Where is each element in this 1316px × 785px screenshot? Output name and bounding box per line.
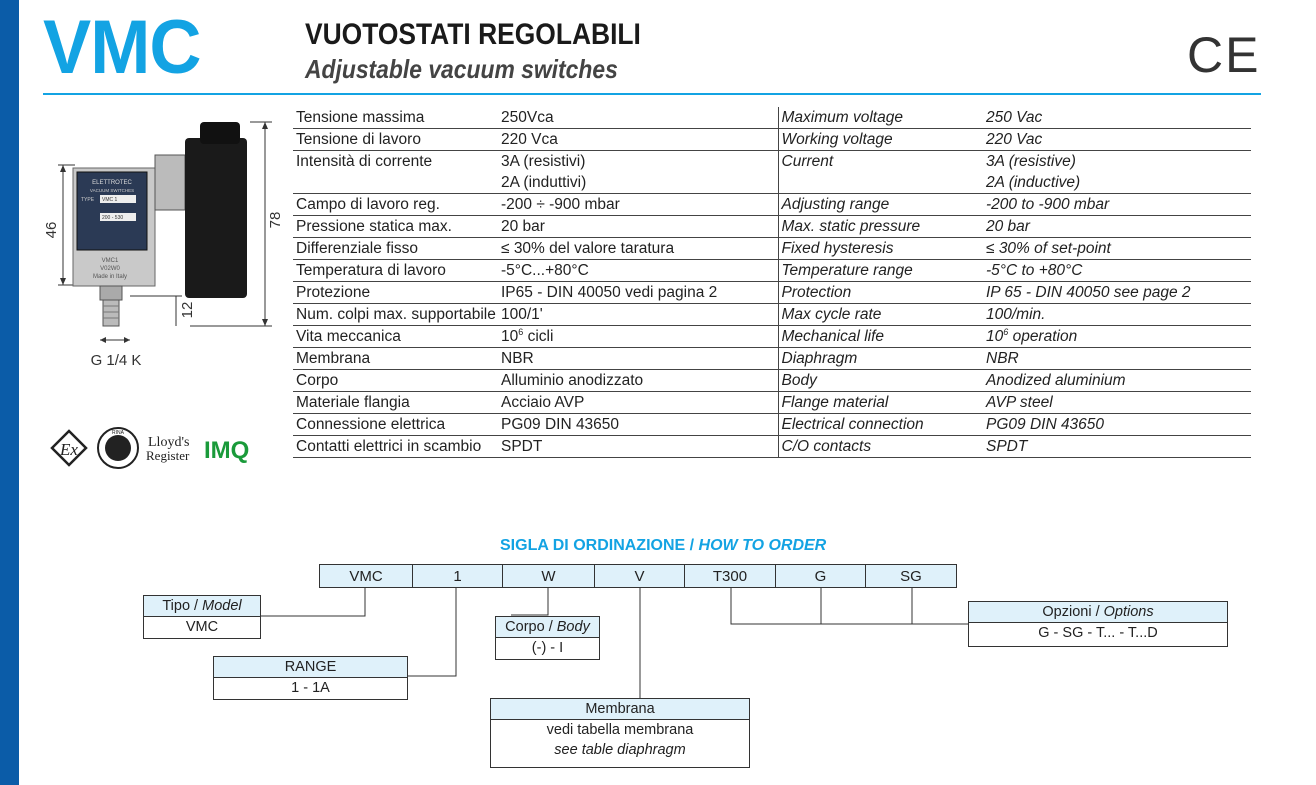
spec-label-en: Body — [778, 370, 983, 392]
dim-12-label: 12 — [179, 301, 196, 319]
spec-value-en: PG09 DIN 43650 — [983, 414, 1251, 436]
spec-label-en: Protection — [778, 282, 983, 304]
range-box: RANGE 1 - 1A — [213, 656, 408, 700]
body-text-1: VMC1 — [101, 258, 119, 264]
spec-label-it: Differenziale fisso — [293, 238, 498, 260]
spec-value-it: 20 bar — [498, 216, 778, 238]
spec-label-it: Protezione — [293, 282, 498, 304]
spec-value-it: Acciaio AVP — [498, 392, 778, 414]
model-box: Tipo / Model VMC — [143, 595, 261, 639]
spec-label-it: Membrana — [293, 348, 498, 370]
code-model: VMC — [319, 564, 413, 588]
spec-label-en: Electrical connection — [778, 414, 983, 436]
product-code-logo: VMC — [43, 5, 201, 90]
code-option-t: T300 — [684, 564, 776, 588]
svg-text:Register: Register — [146, 448, 190, 463]
body-text-2: V02W0 — [100, 266, 120, 272]
spec-value-it: PG09 DIN 43650 — [498, 414, 778, 436]
body-text-3: Made in Italy — [92, 274, 128, 280]
spec-label-en: Mechanical life — [778, 326, 983, 348]
spec-value-en: SPDT — [983, 436, 1251, 458]
spec-value-en: IP 65 - DIN 40050 see page 2 — [983, 282, 1251, 304]
dim-46-label: 46 — [43, 221, 60, 239]
body-box: Corpo / Body (-) - I — [495, 616, 600, 660]
spec-value-it: -5°C...+80°C — [498, 260, 778, 282]
code-option-sg: SG — [865, 564, 957, 588]
spec-label-en: Adjusting range — [778, 194, 983, 216]
spec-label-en: Flange material — [778, 392, 983, 414]
spec-value-en: NBR — [983, 348, 1251, 370]
spec-value-it-2: 2A (induttivi) — [498, 172, 778, 194]
svg-text:Lloyd's: Lloyd's — [148, 435, 190, 450]
spec-label-it: Corpo — [293, 370, 498, 392]
spec-value-it: 3A (resistivi) — [501, 153, 586, 170]
spec-value-en: $10^6$ operation — [983, 326, 1251, 348]
spec-value-it: 250Vca — [498, 107, 778, 129]
code-option-g: G — [775, 564, 866, 588]
svg-text:Ex: Ex — [60, 440, 78, 459]
spec-value-it: $10^6$ cicli — [498, 326, 778, 348]
options-box: Opzioni / Options G - SG - T... - T...D — [968, 601, 1228, 647]
spec-value-it: 220 Vca — [498, 129, 778, 151]
spec-value-it: 100/1' — [498, 304, 778, 326]
spec-value-it: SPDT — [498, 436, 778, 458]
page-subtitle: Adjustable vacuum switches — [305, 54, 618, 84]
thread-label: G 1/4 K — [90, 352, 142, 369]
spec-label-it: Campo di lavoro reg. — [293, 194, 498, 216]
spec-label-en: Temperature range — [778, 260, 983, 282]
spec-label-it: Tensione massima — [293, 107, 498, 129]
code-range: 1 — [412, 564, 503, 588]
spec-value-en: ≤ 30% of set-point — [983, 238, 1251, 260]
spec-value-en: 250 Vac — [983, 107, 1251, 129]
dim-78-label: 78 — [267, 211, 284, 229]
spec-value-it: IP65 - DIN 40050 vedi pagina 2 — [498, 282, 778, 304]
spec-value-en-2: 2A (inductive) — [983, 172, 1251, 194]
spec-label-it: Temperatura di lavoro — [293, 260, 498, 282]
spec-value-en: 3A (resistive) — [986, 153, 1076, 170]
spec-label-it: Contatti elettrici in scambio — [293, 436, 498, 458]
svg-text:RINA: RINA — [112, 430, 124, 436]
spec-value-en: 100/min. — [983, 304, 1251, 326]
diaphragm-box: Membrana vedi tabella membrana see table diaphragm — [490, 698, 750, 768]
ce-mark: CE — [1187, 27, 1261, 83]
spec-label-en: Current — [778, 151, 983, 194]
plate-model: VMC 1 — [102, 197, 118, 203]
spec-value-en: -200 to -900 mbar — [983, 194, 1251, 216]
spec-label-it: Num. colpi max. supportabile — [293, 304, 498, 326]
spec-label-en: Maximum voltage — [778, 107, 983, 129]
spec-value-en: AVP steel — [983, 392, 1251, 414]
spec-value-it: NBR — [498, 348, 778, 370]
spec-label-it: Intensità di corrente — [293, 151, 498, 194]
spec-label-en: Working voltage — [778, 129, 983, 151]
spec-value-en: Anodized aluminium — [983, 370, 1251, 392]
spec-value-en: 220 Vac — [983, 129, 1251, 151]
plate-range: 200 - 530 — [102, 215, 124, 221]
spec-label-en: Max. static pressure — [778, 216, 983, 238]
spec-label-it: Connessione elettrica — [293, 414, 498, 436]
spec-label-en: Max cycle rate — [778, 304, 983, 326]
svg-text:IMQ: IMQ — [204, 437, 250, 464]
spec-label-it: Pressione statica max. — [293, 216, 498, 238]
spec-value-it: -200 ÷ -900 mbar — [498, 194, 778, 216]
spec-label-it: Vita meccanica — [293, 326, 498, 348]
spec-label-en: C/O contacts — [778, 436, 983, 458]
spec-value-en: -5°C to +80°C — [983, 260, 1251, 282]
plate-sub: VACUUM SWITCHES — [89, 188, 135, 193]
page-title: VUOTOSTATI REGOLABILI — [305, 18, 641, 51]
spec-label-en: Fixed hysteresis — [778, 238, 983, 260]
spec-value-it: ≤ 30% del valore taratura — [498, 238, 778, 260]
order-section-title: SIGLA DI ORDINAZIONE / HOW TO ORDER — [500, 537, 827, 554]
code-body: V — [594, 564, 685, 588]
spec-value-en: 20 bar — [983, 216, 1251, 238]
spec-value-it: Alluminio anodizzato — [498, 370, 778, 392]
spec-label-it: Tensione di lavoro — [293, 129, 498, 151]
spec-label-en: Diaphragm — [778, 348, 983, 370]
spec-label-it: Materiale flangia — [293, 392, 498, 414]
code-diaphragm: W — [502, 564, 595, 588]
plate-type: TYPE — [81, 197, 95, 203]
plate-brand: ELETTROTEC — [92, 180, 132, 186]
